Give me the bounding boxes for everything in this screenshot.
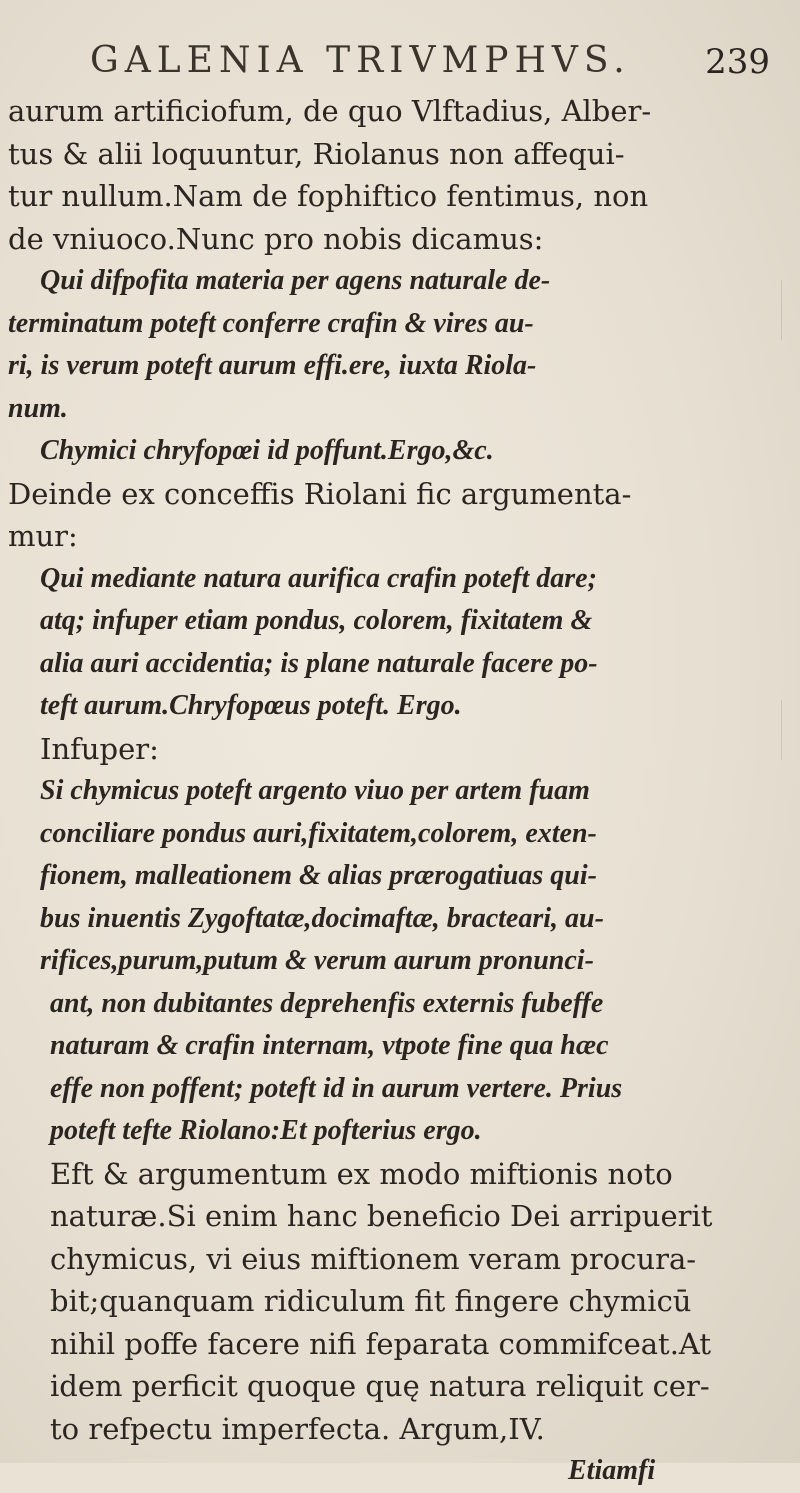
page-number: 239 (705, 42, 770, 82)
text-line: tur nullum.Nam de fophiftico fentimus, non (8, 179, 649, 213)
catchword: Etiamfi (568, 1455, 656, 1486)
text-line: tus & alii loquuntur, Riolanus non affequi- (8, 136, 625, 171)
text-line: to refpectu imperfecta. Argum,IV. (50, 1411, 545, 1446)
italic-text-line: bus inuentis Zygoftatæ,docimaftæ, bracteari, au- (40, 902, 604, 934)
italic-text-line: fionem, malleationem & alias prærogatiuas qui- (40, 860, 597, 891)
italic-text-line: num. (8, 392, 68, 424)
page-header (90, 40, 770, 92)
italic-text-line: poteft tefte Riolano:Et pofterius ergo. (50, 1115, 482, 1146)
text-line: chymicus, vi eius miftionem veram procura- (50, 1241, 697, 1276)
italic-text-line: ri, is verum poteft aurum effi.ere, iuxta Riola- (8, 350, 537, 381)
text-line: idem perficit quoque quę natura reliquit cer- (50, 1369, 710, 1403)
running-head: GALENIA TRIVMPHVS. (90, 40, 631, 81)
margin-mark (781, 700, 792, 760)
body-text (8, 90, 798, 1493)
italic-text-line: teft aurum.Chryfopœus poteft. Ergo. (40, 690, 462, 721)
text-line: nihil poffe facere nifi feparata commifceat.At (50, 1326, 712, 1361)
text-line: aurum artificiofum, de quo Vlftadius, Alber- (8, 94, 652, 128)
text-line: mur: (8, 519, 78, 553)
italic-text-line: terminatum poteft conferre crafin & vires au- (8, 307, 534, 339)
italic-text-line: rifices,purum,putum & verum aurum pronunci- (40, 945, 594, 976)
italic-text-line: Chymici chryfopœi id poffunt.Ergo,&c. (40, 435, 494, 466)
italic-text-line: ant, non dubitantes deprehenfis externis fubeffe (50, 987, 604, 1019)
text-line: Eft & argumentum ex modo miftionis noto (50, 1156, 673, 1191)
text-line: Infuper: (40, 731, 159, 766)
italic-text-line: effe non poffent; poteft id in aurum vertere. Prius (50, 1072, 623, 1104)
text-line: de vniuoco.Nunc pro nobis dicamus: (8, 221, 544, 256)
italic-text-line: Si chymicus poteft argento viuo per artem fuam (40, 775, 590, 806)
italic-text-line: Qui difpofita materia per agens naturale de- (40, 265, 551, 296)
italic-text-line: alia auri accidentia; is plane naturale facere po- (40, 647, 598, 679)
text-line: Deinde ex conceffis Riolani fic argumenta- (8, 476, 632, 511)
italic-text-line: atq; infuper etiam pondus, colorem, fixitatem & (40, 605, 593, 636)
italic-text-line: Qui mediante natura aurifica crafin poteft dare; (40, 562, 597, 594)
italic-text-line: conciliare pondus auri,fixitatem,colorem, exten- (40, 817, 597, 849)
text-line: naturæ.Si enim hanc beneficio Dei arripuerit (50, 1199, 713, 1233)
text-line: bit;quanquam ridiculum fit fingere chymicū (50, 1284, 692, 1318)
italic-text-line: naturam & crafin internam, vtpote fine qua hæc (50, 1030, 609, 1061)
margin-mark (781, 280, 792, 340)
